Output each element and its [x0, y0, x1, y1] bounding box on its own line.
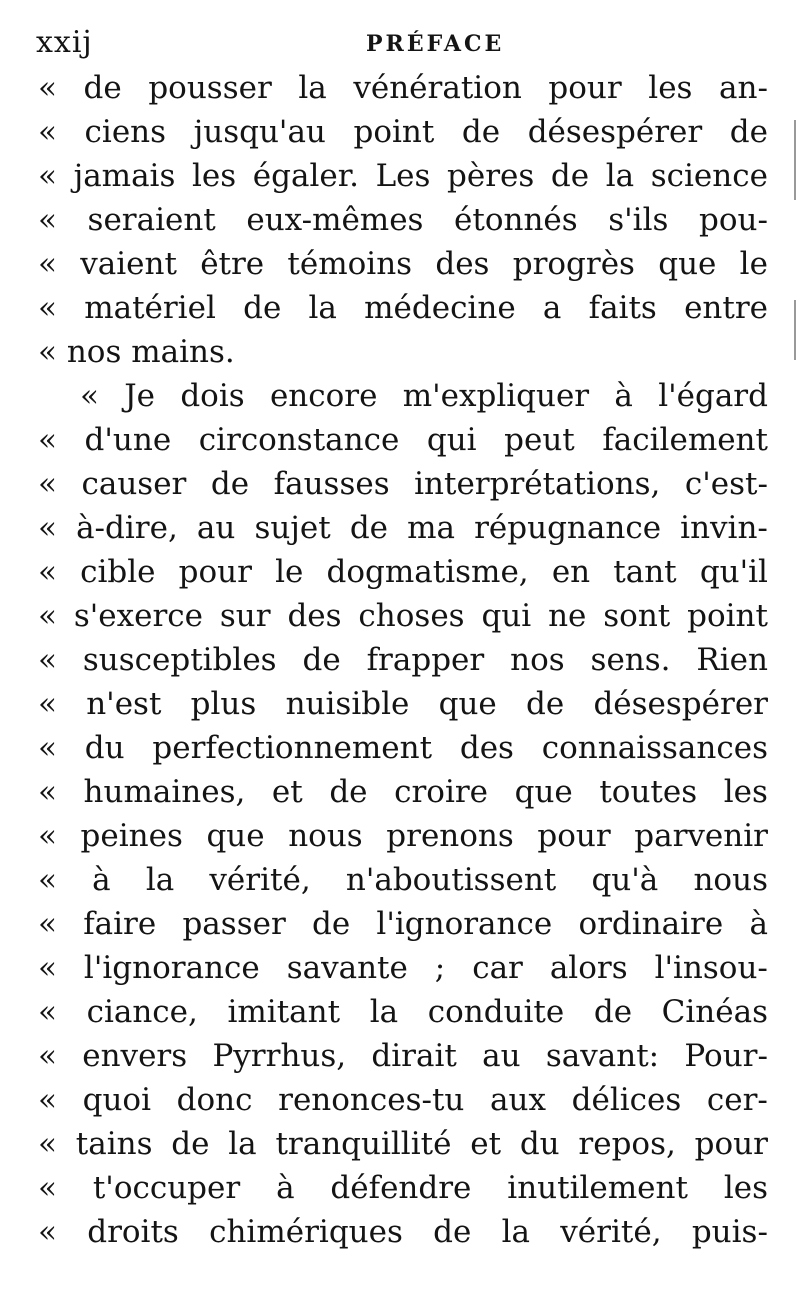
word: des [459, 730, 514, 766]
word: « [38, 686, 57, 722]
word: de [526, 686, 565, 722]
word: progrès [512, 246, 635, 282]
word: sur [219, 598, 271, 634]
text-line [38, 594, 768, 638]
word: conduite [427, 994, 565, 1030]
word: toutes [599, 774, 698, 810]
word: « [80, 378, 99, 414]
word: « [38, 906, 57, 942]
word: donc [176, 1082, 253, 1118]
word: c'est- [684, 466, 768, 502]
word: eux-mêmes [246, 202, 424, 238]
word: vérité, [560, 1214, 662, 1250]
word: à [92, 862, 111, 898]
word: nuisible [285, 686, 410, 722]
word: au [196, 510, 236, 546]
word: nous [693, 862, 768, 898]
word: « [38, 158, 57, 194]
text-line [38, 462, 768, 506]
word: pour [178, 554, 252, 590]
word: humaines, [83, 774, 246, 810]
word: ma [407, 510, 456, 546]
word: Rien [696, 642, 768, 678]
word: étonnés [454, 202, 578, 238]
word: inutilement [507, 1170, 688, 1206]
text-line [38, 154, 768, 198]
word: en [551, 554, 591, 590]
word: « [38, 290, 57, 326]
page-header [36, 26, 776, 60]
word: parvenir [634, 818, 768, 854]
page-edge-mark [794, 300, 796, 360]
word: point [353, 114, 435, 150]
word: la [605, 158, 635, 194]
word: vaient [80, 246, 177, 282]
word: sens. [590, 642, 671, 678]
word: point [687, 598, 768, 634]
word: de [433, 1214, 472, 1250]
word: « [38, 1038, 57, 1074]
word: imitant [227, 994, 341, 1030]
word: savant: [545, 1038, 660, 1074]
word: « [38, 1170, 57, 1206]
word: envers [82, 1038, 188, 1074]
text-line [38, 550, 768, 594]
word: ; [434, 950, 446, 986]
word: dois [180, 378, 245, 414]
body-text [38, 66, 768, 1254]
word: nos [510, 642, 565, 678]
text-line [38, 198, 768, 242]
word: du [519, 1126, 560, 1162]
word: faits [588, 290, 657, 326]
word: « [38, 510, 57, 546]
word: et [271, 774, 303, 810]
word: science [650, 158, 768, 194]
word: dogmatisme, [326, 554, 529, 590]
word: d'une [84, 422, 172, 458]
word: pousser [148, 70, 272, 106]
text-line [38, 638, 768, 682]
word: les [648, 70, 693, 106]
word: Les [375, 158, 431, 194]
word: an- [719, 70, 768, 106]
word: seraient [87, 202, 216, 238]
word: de [593, 994, 633, 1030]
word: la [228, 1126, 257, 1162]
word: « [38, 466, 57, 502]
text-line [38, 946, 768, 990]
word: ordinaire [578, 906, 724, 942]
word: choses [358, 598, 465, 634]
word: « [38, 862, 57, 898]
word: la [501, 1214, 531, 1250]
word: tains [75, 1126, 153, 1162]
text-line [38, 1166, 768, 1210]
word: t'occuper [92, 1170, 241, 1206]
word: que [514, 774, 573, 810]
text-line [38, 770, 768, 814]
word: a [542, 290, 562, 326]
text-line [38, 858, 768, 902]
word: de [729, 114, 768, 150]
word: de [550, 158, 590, 194]
word: interprétations, [414, 466, 661, 502]
word: m'expliquer [402, 378, 590, 414]
word: du [84, 730, 125, 766]
page-number: xxij [36, 25, 93, 60]
text-line [38, 418, 768, 462]
running-head: PRÉFACE [366, 31, 505, 57]
word: faire [83, 906, 157, 942]
word: le [275, 554, 304, 590]
text-line [38, 726, 768, 770]
text-line [38, 1078, 768, 1122]
word: de [171, 1126, 210, 1162]
word: entre [684, 290, 768, 326]
word: invin- [680, 510, 768, 546]
word: de [311, 906, 351, 942]
word: croire [394, 774, 489, 810]
word: de [210, 466, 250, 502]
word: encore [269, 378, 378, 414]
word: délices [571, 1082, 682, 1118]
word: jusqu'au [193, 114, 326, 150]
word: causer [81, 466, 187, 502]
word: plus [190, 686, 257, 722]
word: Cinéas [661, 994, 768, 1030]
word: que [206, 818, 265, 854]
word: passer [182, 906, 286, 942]
word: pour [548, 70, 622, 106]
word: pour [694, 1126, 768, 1162]
word: jamais [73, 158, 176, 194]
word: ciance, [86, 994, 198, 1030]
page-edge-mark [794, 120, 796, 200]
word: « [38, 422, 57, 458]
word: de [83, 70, 122, 106]
word: pères [447, 158, 535, 194]
word: chimériques [209, 1214, 403, 1250]
word: sont [603, 598, 671, 634]
word: ciens [84, 114, 167, 150]
word: à [614, 378, 633, 414]
word: médecine [364, 290, 516, 326]
word: pour [537, 818, 611, 854]
word: de [329, 774, 368, 810]
word: témoins [287, 246, 413, 282]
word: « [38, 994, 57, 1030]
text-line [38, 990, 768, 1034]
word: savante [286, 950, 408, 986]
word: ne [548, 598, 587, 634]
word: facilement [602, 422, 768, 458]
word: circonstance [198, 422, 400, 458]
word: matériel [84, 290, 216, 326]
word: « [38, 114, 57, 150]
word: « [38, 598, 57, 634]
word: défendre [330, 1170, 472, 1206]
word: qui [481, 598, 532, 634]
word: « [38, 730, 57, 766]
word: de [461, 114, 501, 150]
text-line [38, 902, 768, 946]
text-line [38, 682, 768, 726]
word: « [38, 1214, 57, 1250]
word: alors [549, 950, 628, 986]
word: n'aboutissent [345, 862, 557, 898]
word: aux [490, 1082, 546, 1118]
text-line [38, 242, 768, 286]
word: désespérer [593, 686, 768, 722]
word: les [723, 1170, 768, 1206]
word: « [38, 202, 57, 238]
word: renonces-tu [278, 1082, 465, 1118]
word: l'égard [658, 378, 768, 414]
word: au [482, 1038, 521, 1074]
word: connaissances [541, 730, 768, 766]
word: « [38, 818, 57, 854]
text-line: « nos mains. [38, 334, 235, 370]
word: nous [288, 818, 363, 854]
word: le [739, 246, 768, 282]
word: la [298, 70, 327, 106]
text-line [38, 110, 768, 154]
word: « [38, 246, 57, 282]
word: Je [124, 378, 156, 414]
word: peines [80, 818, 183, 854]
word: de [302, 642, 341, 678]
word: la [308, 290, 337, 326]
word: à-dire, [76, 510, 178, 546]
word: l'ignorance [376, 906, 553, 942]
word: cer- [706, 1082, 768, 1118]
word: droits [87, 1214, 179, 1250]
word: vénération [353, 70, 522, 106]
word: désespérer [527, 114, 703, 150]
word: peut [504, 422, 575, 458]
word: les [723, 774, 768, 810]
word: quoi [82, 1082, 151, 1118]
word: « [38, 1126, 57, 1162]
word: cible [80, 554, 156, 590]
word: à [276, 1170, 295, 1206]
word: perfectionnement [152, 730, 433, 766]
word: répugnance [474, 510, 662, 546]
word: l'insou- [654, 950, 768, 986]
word: « [38, 950, 57, 986]
word: de [243, 290, 282, 326]
word: sujet [254, 510, 331, 546]
word: fausses [273, 466, 390, 502]
text-line [38, 286, 768, 330]
word: que [658, 246, 717, 282]
word: n'est [86, 686, 162, 722]
word: tranquillité [275, 1126, 452, 1162]
word: s'exerce [73, 598, 203, 634]
text-line [38, 506, 768, 550]
word: prenons [386, 818, 514, 854]
text-line [38, 1122, 768, 1166]
word: égaler. [252, 158, 359, 194]
word: « [38, 554, 57, 590]
word: les [191, 158, 237, 194]
word: dirait [371, 1038, 457, 1074]
text-line [38, 1034, 768, 1078]
word: qu'à [591, 862, 659, 898]
word: et [470, 1126, 502, 1162]
word: des [435, 246, 490, 282]
word: « [38, 642, 57, 678]
word: de [349, 510, 389, 546]
word: repos, [578, 1126, 676, 1162]
word: être [200, 246, 265, 282]
word: vérité, [209, 862, 311, 898]
word: car [472, 950, 523, 986]
word: « [38, 774, 57, 810]
word: « [38, 70, 57, 106]
word: puis- [691, 1214, 768, 1250]
word: des [287, 598, 342, 634]
word: « [38, 1082, 57, 1118]
word: qui [426, 422, 477, 458]
word: que [438, 686, 497, 722]
word: qu'il [699, 554, 768, 590]
word: tant [613, 554, 677, 590]
word: susceptibles [82, 642, 277, 678]
word: à [749, 906, 768, 942]
word: la [369, 994, 399, 1030]
word: s'ils [608, 202, 669, 238]
word: frapper [366, 642, 485, 678]
word: Pour- [684, 1038, 768, 1074]
word: pou- [698, 202, 768, 238]
text-line [38, 1210, 768, 1254]
text-line [38, 814, 768, 858]
word: l'ignorance [83, 950, 260, 986]
text-line [38, 66, 768, 110]
word: Pyrrhus, [212, 1038, 347, 1074]
word: la [145, 862, 175, 898]
paragraph-start-line [38, 374, 768, 418]
